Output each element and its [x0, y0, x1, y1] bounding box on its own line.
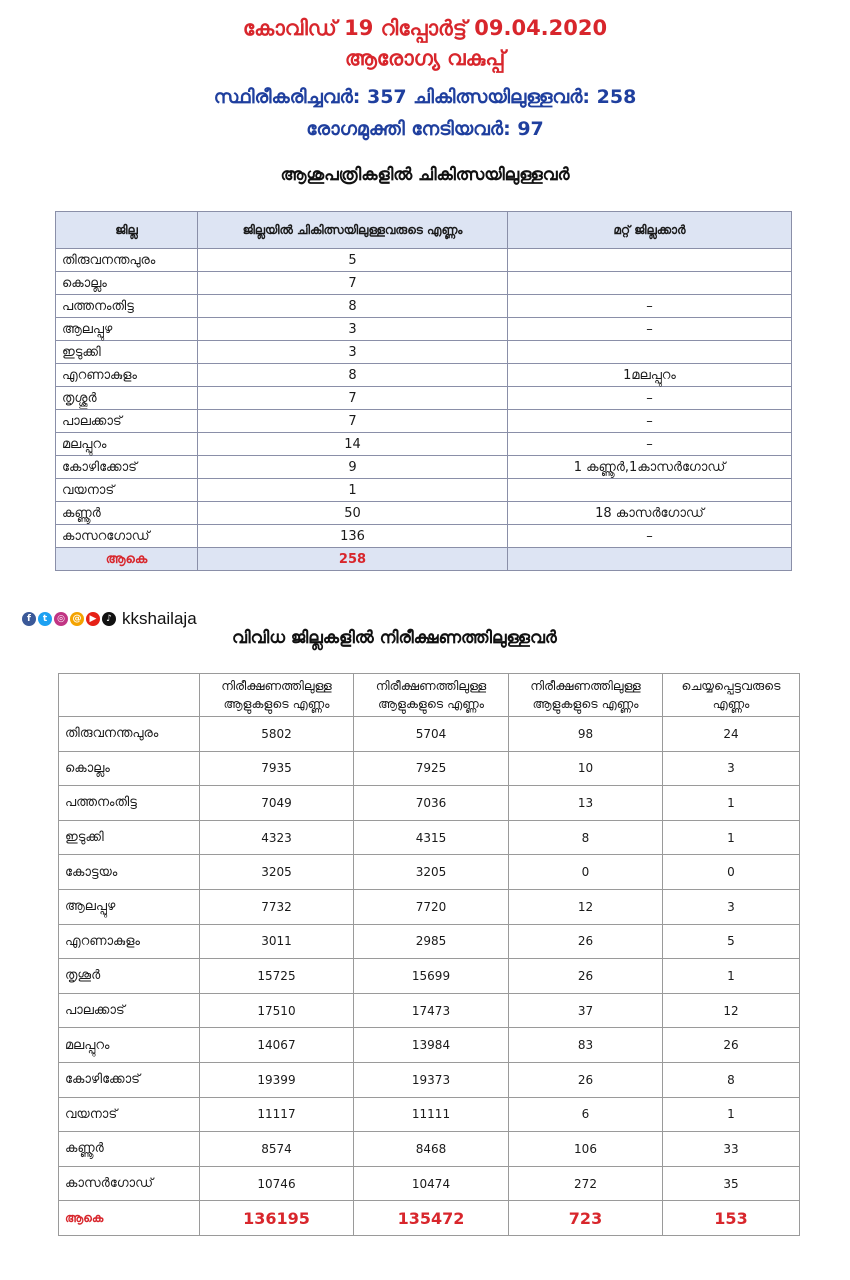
- treatment-count: 1: [198, 479, 508, 502]
- treatment-count: 5: [198, 249, 508, 272]
- value-c2: 15699: [354, 959, 509, 994]
- table-row: [59, 1132, 800, 1167]
- other-districts: –: [508, 295, 792, 318]
- value-c4: 5: [663, 924, 800, 959]
- value-c4: 1: [663, 786, 800, 821]
- value-c3: 83: [509, 1028, 663, 1063]
- value-c4: 33: [663, 1132, 800, 1167]
- table-row: [56, 456, 792, 479]
- value-c4: 8: [663, 1062, 800, 1097]
- district-name: ഇടുക്കി: [59, 820, 200, 855]
- total-c1: 136195: [200, 1201, 354, 1236]
- table-row: [59, 786, 800, 821]
- table-row: [56, 502, 792, 525]
- total-label: ആകെ: [56, 548, 198, 571]
- district-name: തിരുവനന്തപുരം: [56, 249, 198, 272]
- table-row: [59, 820, 800, 855]
- district-name: മലപ്പുറം: [59, 1028, 200, 1063]
- value-c1: 4323: [200, 820, 354, 855]
- table-row: [56, 433, 792, 456]
- hospital-table-title: ആശുപത്രികളിൽ ചികിത്സയിലുള്ളവർ: [280, 165, 570, 185]
- value-c3: 98: [509, 717, 663, 752]
- treatment-count: 7: [198, 272, 508, 295]
- table-row: [59, 889, 800, 924]
- district-name: കൊല്ലം: [56, 272, 198, 295]
- district-name: കോട്ടയം: [59, 855, 200, 890]
- header-blank: [59, 674, 200, 717]
- value-c4: 0: [663, 855, 800, 890]
- treatment-count: 7: [198, 387, 508, 410]
- tiktok-icon[interactable]: ♪: [102, 612, 116, 626]
- value-c3: 26: [509, 924, 663, 959]
- table-row: [56, 525, 792, 548]
- table-row: [59, 1028, 800, 1063]
- treatment-count: 50: [198, 502, 508, 525]
- value-c2: 2985: [354, 924, 509, 959]
- value-c4: 35: [663, 1166, 800, 1201]
- value-c2: 13984: [354, 1028, 509, 1063]
- value-c3: 37: [509, 993, 663, 1028]
- value-c3: 8: [509, 820, 663, 855]
- value-c1: 3205: [200, 855, 354, 890]
- district-name: പാലക്കാട്: [56, 410, 198, 433]
- value-c1: 7049: [200, 786, 354, 821]
- district-name: പാലക്കാട്: [59, 993, 200, 1028]
- value-c1: 7935: [200, 751, 354, 786]
- other-districts: [508, 479, 792, 502]
- district-name: കണ്ണൂർ: [56, 502, 198, 525]
- value-c1: 5802: [200, 717, 354, 752]
- other-districts: [508, 272, 792, 295]
- other-districts: –: [508, 318, 792, 341]
- district-name: മലപ്പുറം: [56, 433, 198, 456]
- value-c4: 1: [663, 820, 800, 855]
- header-col1: നിരീക്ഷണത്തിലുള്ള ആളുകളുടെ എണ്ണം: [200, 674, 354, 717]
- total-label: ആകെ: [59, 1201, 200, 1236]
- other-districts: –: [508, 433, 792, 456]
- total-row: [59, 1201, 800, 1236]
- value-c4: 1: [663, 959, 800, 994]
- value-c1: 14067: [200, 1028, 354, 1063]
- value-c3: 12: [509, 889, 663, 924]
- department-name: ആരോഗ്യ വകുപ്പ്: [344, 46, 506, 70]
- district-name: കോഴിക്കോട്: [56, 456, 198, 479]
- table-row: [56, 410, 792, 433]
- other-districts: –: [508, 525, 792, 548]
- district-name: കൊല്ലം: [59, 751, 200, 786]
- table-row: [59, 751, 800, 786]
- other-districts: 1മലപ്പുറം: [508, 364, 792, 387]
- twitter-icon[interactable]: t: [38, 612, 52, 626]
- other-districts: [508, 249, 792, 272]
- district-name: തൃശൂർ: [59, 959, 200, 994]
- header-col4: ചെയ്യപ്പെട്ടവരുടെ എണ്ണം: [663, 674, 800, 717]
- district-name: കാസർഗോഡ്: [59, 1166, 200, 1201]
- value-c2: 17473: [354, 993, 509, 1028]
- value-c1: 17510: [200, 993, 354, 1028]
- district-name: വയനാട്: [56, 479, 198, 502]
- district-name: വയനാട്: [59, 1097, 200, 1132]
- value-c3: 26: [509, 959, 663, 994]
- youtube-icon[interactable]: ▶: [86, 612, 100, 626]
- treatment-count: 8: [198, 364, 508, 387]
- value-c2: 8468: [354, 1132, 509, 1167]
- value-c3: 10: [509, 751, 663, 786]
- treatment-count: 8: [198, 295, 508, 318]
- header-district: ജില്ല: [56, 212, 198, 249]
- value-c2: 19373: [354, 1062, 509, 1097]
- table-row: [56, 479, 792, 502]
- value-c1: 10746: [200, 1166, 354, 1201]
- value-c3: 0: [509, 855, 663, 890]
- district-name: പത്തനംതിട്ട: [59, 786, 200, 821]
- value-c3: 272: [509, 1166, 663, 1201]
- value-c1: 3011: [200, 924, 354, 959]
- treatment-count: 3: [198, 341, 508, 364]
- email-icon[interactable]: @: [70, 612, 84, 626]
- observation-table: [58, 673, 800, 1236]
- district-name: തിരുവനന്തപുരം: [59, 717, 200, 752]
- treatment-count: 14: [198, 433, 508, 456]
- value-c1: 8574: [200, 1132, 354, 1167]
- total-c4: 153: [663, 1201, 800, 1236]
- value-c4: 3: [663, 751, 800, 786]
- district-name: ആലപ്പുഴ: [56, 318, 198, 341]
- value-c2: 7036: [354, 786, 509, 821]
- district-name: തൃശ്ശൂർ: [56, 387, 198, 410]
- total-row: [56, 548, 792, 571]
- confirmed-summary: സ്ഥിരീകരിച്ചവർ: 357 ചികിത്സയിലുള്ളവർ: 258: [213, 86, 637, 108]
- value-c1: 19399: [200, 1062, 354, 1097]
- value-c1: 11117: [200, 1097, 354, 1132]
- social-handle[interactable]: kkshailaja: [122, 609, 197, 628]
- value-c2: 4315: [354, 820, 509, 855]
- table-row: [56, 272, 792, 295]
- table-row: [59, 1166, 800, 1201]
- district-name: ആലപ്പുഴ: [59, 889, 200, 924]
- total-count: 258: [198, 548, 508, 571]
- value-c2: 7925: [354, 751, 509, 786]
- table-row: [56, 295, 792, 318]
- observation-table-title: വിവിധ ജില്ലകളിൽ നിരീക്ഷണത്തിലുള്ളവർ: [232, 628, 557, 648]
- district-name: എറണാകുളം: [56, 364, 198, 387]
- value-c1: 15725: [200, 959, 354, 994]
- value-c2: 10474: [354, 1166, 509, 1201]
- table-row: [59, 959, 800, 994]
- value-c3: 106: [509, 1132, 663, 1167]
- value-c2: 11111: [354, 1097, 509, 1132]
- other-districts: –: [508, 387, 792, 410]
- district-name: കോഴിക്കോട്: [59, 1062, 200, 1097]
- value-c2: 5704: [354, 717, 509, 752]
- value-c4: 26: [663, 1028, 800, 1063]
- header-count: ജില്ലയിൽ ചികിത്സയിലുള്ളവരുടെ എണ്ണം: [198, 212, 508, 249]
- table-row: [56, 387, 792, 410]
- value-c4: 3: [663, 889, 800, 924]
- value-c3: 13: [509, 786, 663, 821]
- table-row: [59, 993, 800, 1028]
- district-name: പത്തനംതിട്ട: [56, 295, 198, 318]
- value-c2: 3205: [354, 855, 509, 890]
- table-row: [56, 341, 792, 364]
- table-row: [56, 318, 792, 341]
- other-districts: 18 കാസർഗോഡ്: [508, 502, 792, 525]
- report-title: കോവിഡ് 19 റിപ്പോർട്ട് 09.04.2020: [242, 16, 608, 40]
- table-row: [59, 855, 800, 890]
- table-row: [59, 1062, 800, 1097]
- instagram-icon[interactable]: ◎: [54, 612, 68, 626]
- treatment-count: 9: [198, 456, 508, 479]
- table-row: [56, 364, 792, 387]
- value-c4: 24: [663, 717, 800, 752]
- value-c3: 6: [509, 1097, 663, 1132]
- district-name: ഇടുക്കി: [56, 341, 198, 364]
- hospital-table: [55, 211, 792, 571]
- other-districts: –: [508, 410, 792, 433]
- header-col2: നിരീക്ഷണത്തിലുള്ള ആളുകളുടെ എണ്ണം: [354, 674, 509, 717]
- facebook-icon[interactable]: f: [22, 612, 36, 626]
- recovered-summary: രോഗമുക്തി നേടിയവർ: 97: [306, 118, 544, 140]
- value-c3: 26: [509, 1062, 663, 1097]
- header-other-districts: മറ്റ് ജില്ലക്കാർ: [508, 212, 792, 249]
- district-name: എറണാകുളം: [59, 924, 200, 959]
- value-c1: 7732: [200, 889, 354, 924]
- table-row: [59, 717, 800, 752]
- treatment-count: 3: [198, 318, 508, 341]
- value-c4: 1: [663, 1097, 800, 1132]
- table-row: [59, 924, 800, 959]
- other-districts: [508, 341, 792, 364]
- value-c4: 12: [663, 993, 800, 1028]
- other-districts: 1 കണ്ണൂർ,1കാസർഗോഡ്: [508, 456, 792, 479]
- total-c2: 135472: [354, 1201, 509, 1236]
- treatment-count: 136: [198, 525, 508, 548]
- total-c3: 723: [509, 1201, 663, 1236]
- table-row: [56, 249, 792, 272]
- district-name: കാസറഗോഡ്: [56, 525, 198, 548]
- district-name: കണ്ണൂർ: [59, 1132, 200, 1167]
- empty-cell: [508, 548, 792, 571]
- treatment-count: 7: [198, 410, 508, 433]
- header-col3: നിരീക്ഷണത്തിലുള്ള ആളുകളുടെ എണ്ണം: [509, 674, 663, 717]
- social-links: [22, 606, 197, 632]
- table-row: [59, 1097, 800, 1132]
- value-c2: 7720: [354, 889, 509, 924]
